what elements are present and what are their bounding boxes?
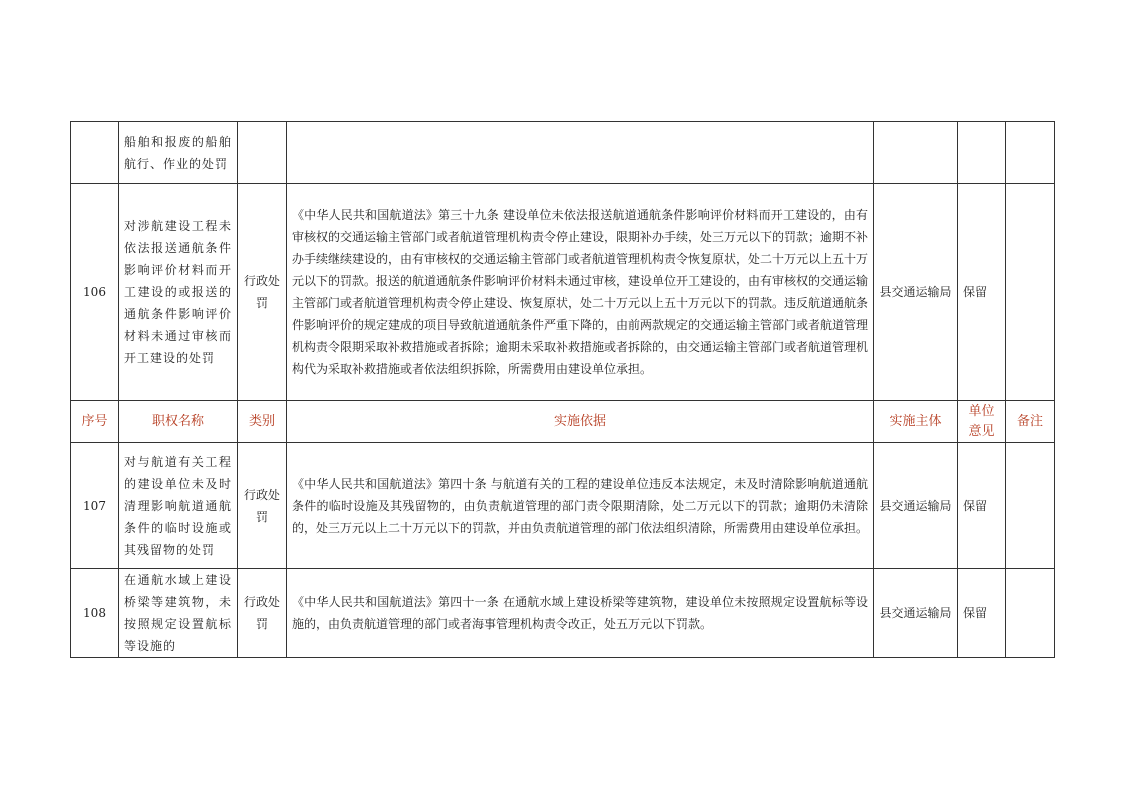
header-basis: 实施依据 — [287, 401, 874, 443]
row-subject: 县交通运输局 — [874, 569, 958, 658]
header-subject: 实施主体 — [874, 401, 958, 443]
row-authority-name: 在通航水域上建设桥梁等建筑物，未按照规定设置航标等设施的 — [119, 569, 238, 658]
table-header-row — [71, 401, 1055, 443]
row-opinion: 保留 — [958, 569, 1006, 658]
row-subject: 县交通运输局 — [874, 443, 958, 569]
row-remark — [1006, 122, 1055, 184]
row-category — [238, 122, 287, 184]
row-basis — [287, 122, 874, 184]
row-no — [71, 122, 119, 184]
row-basis: 《中华人民共和国航道法》第四十一条 在通航水域上建设桥梁等建筑物，建设单位未按照规定设置航标等设施的，由负责航道管理的部门或者海事管理机构责令改正，处五万元以下罚款。 — [287, 569, 874, 658]
row-opinion — [958, 122, 1006, 184]
header-no: 序号 — [71, 401, 119, 443]
header-opinion: 单位意见 — [958, 401, 1006, 443]
row-category: 行政处罚 — [238, 184, 287, 401]
row-no: 108 — [71, 569, 119, 658]
table-row — [71, 122, 1055, 184]
row-remark — [1006, 569, 1055, 658]
row-basis: 《中华人民共和国航道法》第四十条 与航道有关的工程的建设单位违反本法规定，未及时清除影响航道通航条件的临时设施及其残留物的，由负责航道管理的部门责令限期清除，处二万元以下的罚款；逾期仍未清除的，处三万元以上二十万元以下的罚款，并由负责航道管理的部门依法组织清除，所需费用由建设单位承担。 — [287, 443, 874, 569]
row-remark — [1006, 184, 1055, 401]
authority-table — [70, 121, 1055, 658]
row-opinion: 保留 — [958, 184, 1006, 401]
row-category: 行政处罚 — [238, 443, 287, 569]
row-authority-name: 对涉航建设工程未依法报送通航条件影响评价材料而开工建设的或报送的通航条件影响评价材料未通过审核而开工建设的处罚 — [119, 184, 238, 401]
header-name: 职权名称 — [119, 401, 238, 443]
row-remark — [1006, 443, 1055, 569]
row-opinion: 保留 — [958, 443, 1006, 569]
row-authority-name: 船舶和报废的船舶航行、作业的处罚 — [119, 122, 238, 184]
table-row — [71, 569, 1055, 658]
row-no: 106 — [71, 184, 119, 401]
header-remark: 备注 — [1006, 401, 1055, 443]
header-category: 类别 — [238, 401, 287, 443]
row-authority-name: 对与航道有关工程的建设单位未及时清理影响航道通航条件的临时设施或其残留物的处罚 — [119, 443, 238, 569]
row-subject — [874, 122, 958, 184]
table-row — [71, 443, 1055, 569]
row-subject: 县交通运输局 — [874, 184, 958, 401]
table-row — [71, 184, 1055, 401]
row-category: 行政处罚 — [238, 569, 287, 658]
row-basis: 《中华人民共和国航道法》第三十九条 建设单位未依法报送航道通航条件影响评价材料而开工建设的，由有审核权的交通运输主管部门或者航道管理机构责令停止建设，限期补办手续，处三万元以下的罚款；逾期不补办手续继续建设的，由有审核权的交通运输主管部门或者航道管理机构责令恢复原状，处二十万元以上五十万元以下的罚款。报送的航道通航条件影响评价材料未通过审核，建设单位开工建设的，由有审核权的交通运输主管部门或者航道管理机构责令停止建设、恢复原状，处二十万元以上五十万元以下的罚款。违反航道通航条件影响评价的规定建成的项目导致航道通航条件严重下降的，由前两款规定的交通运输主管部门或者航道管理机构责令限期采取补救措施或者拆除；逾期未采取补救措施或者拆除的，由交通运输主管部门或者航道管理机构代为采取补救措施或者依法组织拆除，所需费用由建设单位承担。 — [287, 184, 874, 401]
row-no: 107 — [71, 443, 119, 569]
